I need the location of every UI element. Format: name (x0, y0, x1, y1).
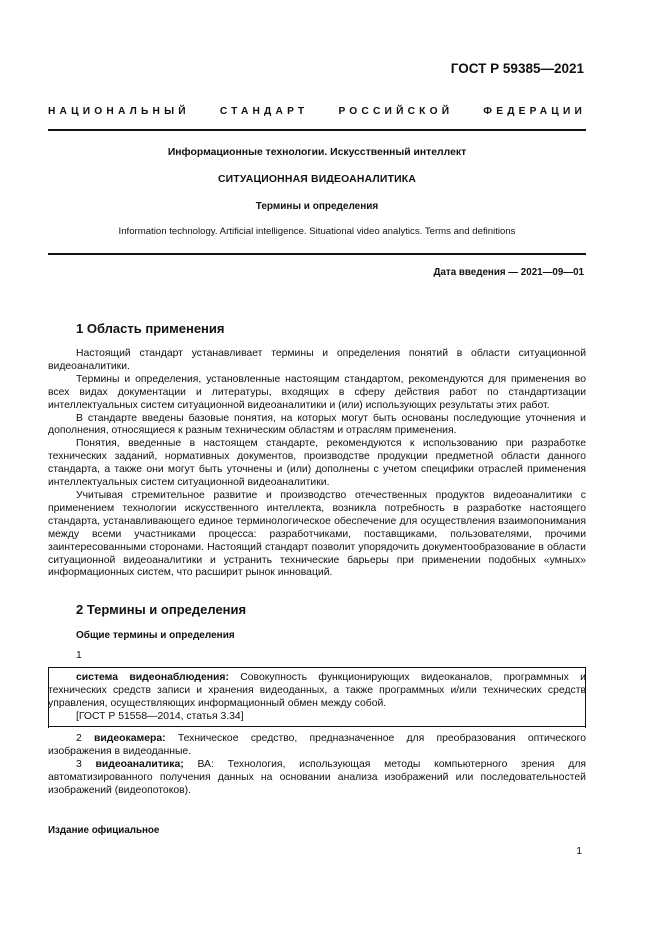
term-3-name: видеоаналитика; (95, 758, 184, 770)
top-divider (48, 129, 586, 131)
term-1-name: система видеонаблюдения: (76, 672, 229, 683)
standard-number: ГОСТ Р 59385—2021 (450, 61, 584, 76)
paragraph: Понятия, введенные в настоящем стандарте, рекомендуются к использованию при разработке технических заданий, нормативных документов, производстве продукции предметной области данного стандарта, а также они могут быть уточнены и (или) дополнены с учетом специфики отраслей применения интеллектуальных систем ситуационной видеоаналитики. (48, 438, 586, 489)
section-2-heading: 2 Термины и определения (76, 602, 247, 617)
title-general: Информационные технологии. Искусственный интеллект (167, 147, 467, 158)
title-main: СИТУАЦИОННАЯ ВИДЕОАНАЛИТИКА (217, 174, 417, 185)
term-2-name: видеокамера: (94, 733, 166, 744)
national-standard-banner: НАЦИОНАЛЬНЫЙ СТАНДАРТ РОССИЙСКОЙ ФЕДЕРАЦИИ (48, 106, 586, 117)
term-1-entry (48, 672, 586, 711)
term-1-box (48, 667, 586, 727)
term-2-entry (48, 733, 586, 759)
section-2-subheading: Общие термины и определения (76, 630, 235, 641)
section-1-body (48, 348, 586, 580)
term-2-definition: Техническое средство, предназначенное для преобразования оптического изображения в видеоданные. (48, 733, 586, 757)
title-divider (48, 253, 586, 255)
terms-list (48, 733, 586, 798)
page-number: 1 (576, 846, 582, 857)
title-english: Information technology. Artificial intelligence. Situational video analytics. Terms and definitions (118, 226, 516, 237)
introduction-date: Дата введения — 2021—09—01 (433, 267, 584, 278)
term-2-number: 2 (76, 733, 82, 744)
term-3-number: 3 (76, 758, 82, 770)
paragraph: Учитывая стремительное развитие и производство отечественных продуктов видеоаналитики с применением технологии искусственного интеллекта, возникла потребность в разработке настоящего стандарта, устанавливающего единое терминологическое обеспечение для осуществления взаимопонимания между всеми участниками процесса: разработчиками, поставщиками, пользователями, прочими заинтересованными сторонами. Настоящий стандарт позволит упорядочить документообразование в области ситуационной видеоаналитики и устранить технические барьеры при применении подобных «умных» информационных систем, что расширит рынок инноваций. (48, 489, 586, 579)
term-3-definition: ВА: Технология, использующая методы компьютерного зрения для автоматизированного получения данных на основании анализа изображений или последовательностей изображений (видеопотоков). (48, 758, 587, 796)
term-1-content (48, 672, 586, 724)
term-3-entry (48, 759, 586, 798)
term-1-definition: Совокупность функционирующих видеоканалов, программных и технических средств записи и хранения видеоданных, а также программных и/или технических средств управления, осуществляющих информационный обмен между собой. (48, 672, 586, 709)
term-1-source: [ГОСТ Р 51558—2014, статья 3.34] (76, 710, 244, 722)
official-edition-label: Издание официальное (48, 825, 160, 836)
paragraph: В стандарте введены базовые понятия, на которых могут быть основаны последующие уточнения и дополнения, относящиеся к разным техническим областям и отраслям применения. (48, 412, 586, 437)
title-sub: Термины и определения (255, 201, 379, 212)
term-1-number: 1 (76, 650, 82, 661)
paragraph: Термины и определения, установленные настоящим стандартом, рекомендуются для применения во всех видах документации и литературы, входящих в сферу действия работ по стандартизации интеллектуальных систем ситуационной видеоаналитики и (или) использующих результаты этих работ. (48, 373, 586, 411)
paragraph: Настоящий стандарт устанавливает термины и определения понятий в области ситуационной видеоаналитики. (48, 348, 586, 372)
section-1-heading: 1 Область применения (76, 321, 225, 336)
